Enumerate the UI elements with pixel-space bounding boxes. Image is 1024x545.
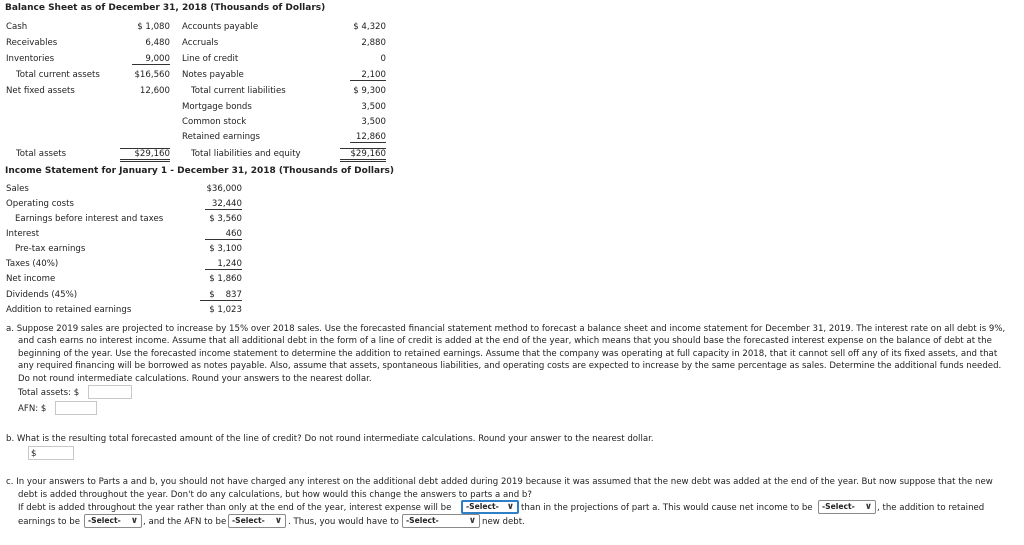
asset-value: $16,560	[134, 70, 170, 80]
asset-value: 12,600	[139, 86, 170, 96]
income-value: 32,440	[205, 199, 242, 210]
part-a-line: beginning of the year. Use the forecasted income statement to determine the addition to retained earnings. Assume that the company was operating at full capacity in 2018, that it cannot sell off any of its fixed assets, and that	[18, 348, 998, 359]
liability-value: $ 4,320	[353, 22, 386, 32]
part-a-line: Do not round intermediate calculations. Round your answers to the nearest dollar.	[18, 373, 372, 384]
select-value: -Select-	[406, 516, 439, 525]
income-value: $ 837	[200, 290, 242, 301]
asset-label: Inventories	[6, 54, 55, 64]
liability-label: Accounts payable	[182, 22, 259, 32]
part-c-text: , and the AFN to be	[143, 517, 227, 527]
chevron-down-icon: ∨	[274, 516, 282, 526]
asset-label: Receivables	[6, 38, 58, 48]
liability-value: 3,500	[361, 102, 386, 112]
line-of-credit-input[interactable]	[28, 446, 74, 460]
liability-label: Accruals	[182, 38, 219, 48]
liability-label: Line of credit	[182, 54, 239, 64]
part-a-question	[6, 323, 1005, 385]
total-assets-label: Total assets	[16, 149, 67, 159]
income-value: $ 1,860	[209, 274, 242, 284]
part-a-line: any required financing will be borrowed as notes payable. Also, assume that assets, spontaneous liabilities, and operating costs are expected to increase by the same percentage as sales. Determine the additional funds needed.	[18, 361, 1002, 372]
interest-expense-select[interactable]	[461, 500, 519, 514]
income-label: Taxes (40%)	[6, 259, 59, 269]
afn-input[interactable]	[55, 401, 97, 415]
income-value: $ 1,023	[209, 305, 242, 315]
liability-value: 2,880	[361, 38, 386, 48]
line-of-credit-dollar: $	[31, 449, 37, 459]
income-label: Dividends (45%)	[6, 290, 78, 300]
select-value: -Select-	[88, 516, 121, 525]
income-value: $ 3,100	[209, 244, 242, 254]
chevron-down-icon: ∨	[468, 516, 476, 526]
liability-label: Retained earnings	[182, 132, 260, 142]
chevron-down-icon: ∨	[506, 502, 514, 512]
income-value: $36,000	[206, 184, 242, 194]
income-value: $ 3,560	[209, 214, 242, 224]
asset-value: 6,480	[145, 38, 170, 48]
part-c-text: earnings to be	[18, 517, 80, 527]
income-label: Addition to retained earnings	[6, 305, 132, 315]
income-label: Operating costs	[6, 199, 75, 209]
part-c-line: debt is added throughout the year. Don't do any calculations, but how would this change the answers to parts a and b?	[18, 490, 532, 500]
liability-label: Common stock	[182, 117, 247, 127]
net-income-select[interactable]	[818, 500, 876, 514]
liability-value: $ 9,300	[353, 86, 386, 96]
total-assets-input[interactable]	[88, 385, 132, 399]
afn-change-select[interactable]	[228, 514, 286, 528]
chevron-down-icon: ∨	[864, 502, 872, 512]
liability-value: 3,500	[361, 117, 386, 127]
asset-label: Total current assets	[16, 70, 100, 80]
income-label: Interest	[6, 229, 40, 239]
part-b-question: b. What is the resulting total forecasted amount of the line of credit? Do not round intermediate calculations. Round your answer to the nearest dollar.	[6, 434, 654, 444]
liability-label: Total current liabilities	[191, 86, 286, 96]
liability-value: 2,100	[350, 70, 386, 81]
select-value: -Select-	[232, 516, 265, 525]
asset-value: $ 1,080	[137, 22, 170, 32]
income-statement-title: Income Statement for January 1 - December 31, 2018 (Thousands of Dollars)	[5, 166, 394, 176]
liability-label: Mortgage bonds	[182, 102, 252, 112]
afn-input-label: AFN: $	[18, 404, 47, 414]
income-label: Sales	[6, 184, 29, 194]
total-assets-input-label: Total assets: $	[18, 388, 80, 398]
new-debt-select[interactable]	[402, 514, 480, 528]
income-value: 1,240	[205, 259, 242, 270]
liability-label: Notes payable	[182, 70, 244, 80]
income-value: 460	[205, 229, 242, 240]
liability-value: 12,860	[350, 132, 386, 143]
total-assets-value: $29,160	[120, 148, 170, 162]
part-c-text: , the addition to retained	[877, 503, 985, 513]
part-a-line: and cash earns no interest income. Assume that all additional debt in the form of a line of credit is added at the end of the year, which means that you should base the forecasted interest expense on the balance of debt at the	[18, 336, 992, 347]
asset-value: 9,000	[132, 54, 170, 65]
part-c-text: new debt.	[482, 517, 525, 527]
asset-label: Cash	[6, 22, 28, 32]
income-label: Pre-tax earnings	[15, 244, 86, 254]
balance-sheet-title: Balance Sheet as of December 31, 2018 (Thousands of Dollars)	[5, 3, 326, 13]
select-value: -Select-	[466, 502, 499, 511]
retained-earnings-select[interactable]	[84, 514, 142, 528]
chevron-down-icon: ∨	[130, 516, 138, 526]
asset-label: Net fixed assets	[6, 86, 75, 96]
part-c-text: . Thus, you would have to	[288, 517, 399, 527]
part-c-line: c. In your answers to Parts a and b, you should not have charged any interest on the additional debt added during 2019 because it was assumed that the new debt was added at the end of the year. But now suppose that the new	[6, 477, 993, 487]
liability-value: 0	[380, 54, 386, 64]
part-c-text: If debt is added throughout the year rather than only at the end of the year, interest expense will be	[18, 503, 452, 513]
total-liabilities-equity-label: Total liabilities and equity	[191, 149, 301, 159]
income-label: Earnings before interest and taxes	[15, 214, 164, 224]
total-liabilities-equity-value: $29,160	[340, 148, 386, 162]
part-c-text: than in the projections of part a. This would cause net income to be	[521, 503, 813, 513]
income-label: Net income	[6, 274, 56, 284]
part-a-line: a. Suppose 2019 sales are projected to increase by 15% over 2018 sales. Use the forecasted financial statement method to forecast a balance sheet and income statement for December 31, 2019. The interest rate on all debt is 9%,	[6, 324, 1006, 334]
select-value: -Select-	[822, 502, 855, 511]
